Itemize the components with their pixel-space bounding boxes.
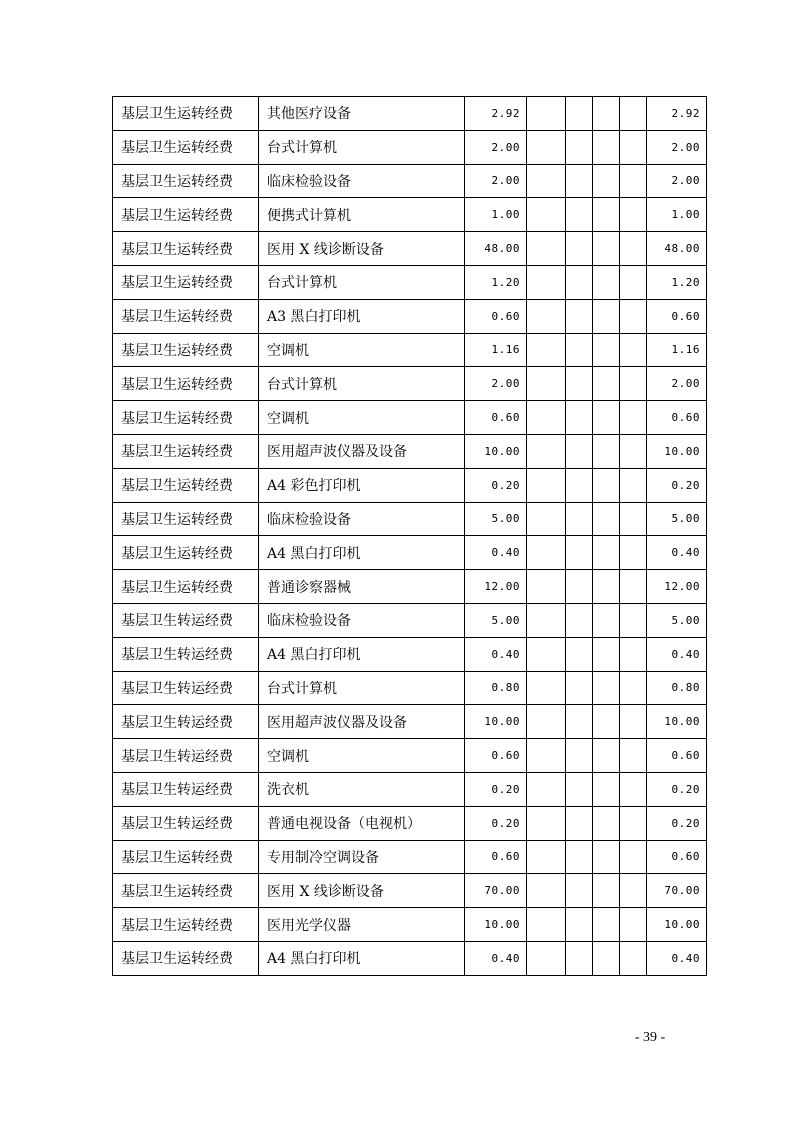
item-cell: 便携式计算机 [259, 198, 465, 232]
empty-cell [527, 502, 566, 536]
empty-cell [566, 130, 593, 164]
total-cell: 0.20 [647, 468, 707, 502]
item-cell: A4 黑白打印机 [259, 536, 465, 570]
fund-cell: 基层卫生运转经费 [113, 164, 259, 198]
fund-cell: 基层卫生运转经费 [113, 941, 259, 975]
empty-cell [527, 130, 566, 164]
empty-cell [593, 97, 620, 131]
empty-cell [620, 772, 647, 806]
empty-cell [620, 198, 647, 232]
empty-cell [566, 671, 593, 705]
empty-cell [593, 941, 620, 975]
amount-cell: 2.00 [465, 130, 527, 164]
empty-cell [566, 265, 593, 299]
amount-cell: 2.00 [465, 367, 527, 401]
total-cell: 0.60 [647, 840, 707, 874]
empty-cell [620, 908, 647, 942]
amount-cell: 0.40 [465, 637, 527, 671]
empty-cell [566, 739, 593, 773]
table-row [113, 367, 707, 401]
empty-cell [566, 536, 593, 570]
empty-cell [620, 671, 647, 705]
empty-cell [527, 401, 566, 435]
empty-cell [593, 198, 620, 232]
empty-cell [620, 570, 647, 604]
fund-cell: 基层卫生转运经费 [113, 772, 259, 806]
item-cell: 专用制冷空调设备 [259, 840, 465, 874]
empty-cell [620, 603, 647, 637]
fund-cell: 基层卫生运转经费 [113, 908, 259, 942]
item-cell: 临床检验设备 [259, 603, 465, 637]
empty-cell [593, 772, 620, 806]
table-row [113, 806, 707, 840]
item-cell: 台式计算机 [259, 265, 465, 299]
table-row [113, 739, 707, 773]
empty-cell [566, 806, 593, 840]
empty-cell [527, 333, 566, 367]
amount-cell: 0.20 [465, 772, 527, 806]
table-row [113, 941, 707, 975]
empty-cell [620, 739, 647, 773]
empty-cell [593, 502, 620, 536]
empty-cell [593, 367, 620, 401]
empty-cell [527, 772, 566, 806]
empty-cell [566, 333, 593, 367]
table-row [113, 97, 707, 131]
item-cell: 其他医疗设备 [259, 97, 465, 131]
empty-cell [527, 908, 566, 942]
fund-cell: 基层卫生运转经费 [113, 401, 259, 435]
empty-cell [527, 434, 566, 468]
item-cell: 台式计算机 [259, 671, 465, 705]
empty-cell [527, 570, 566, 604]
empty-cell [620, 130, 647, 164]
fund-cell: 基层卫生运转经费 [113, 198, 259, 232]
total-cell: 5.00 [647, 502, 707, 536]
amount-cell: 0.40 [465, 941, 527, 975]
table-row [113, 908, 707, 942]
empty-cell [620, 468, 647, 502]
amount-cell: 0.60 [465, 401, 527, 435]
empty-cell [566, 941, 593, 975]
table-row [113, 198, 707, 232]
total-cell: 0.20 [647, 772, 707, 806]
amount-cell: 0.20 [465, 806, 527, 840]
fund-cell: 基层卫生转运经费 [113, 671, 259, 705]
total-cell: 2.00 [647, 130, 707, 164]
amount-cell: 2.92 [465, 97, 527, 131]
amount-cell: 10.00 [465, 908, 527, 942]
table-row [113, 401, 707, 435]
empty-cell [527, 671, 566, 705]
fund-cell: 基层卫生转运经费 [113, 705, 259, 739]
amount-cell: 0.60 [465, 299, 527, 333]
empty-cell [593, 164, 620, 198]
total-cell: 10.00 [647, 908, 707, 942]
empty-cell [620, 637, 647, 671]
item-cell: 普通电视设备（电视机） [259, 806, 465, 840]
empty-cell [620, 164, 647, 198]
table-row [113, 434, 707, 468]
empty-cell [593, 401, 620, 435]
empty-cell [527, 874, 566, 908]
fund-cell: 基层卫生运转经费 [113, 840, 259, 874]
fund-cell: 基层卫生转运经费 [113, 637, 259, 671]
empty-cell [566, 502, 593, 536]
table-row [113, 232, 707, 266]
page-number: - 39 - [634, 1030, 666, 1045]
item-cell: 台式计算机 [259, 130, 465, 164]
empty-cell [620, 434, 647, 468]
total-cell: 48.00 [647, 232, 707, 266]
amount-cell: 1.00 [465, 198, 527, 232]
amount-cell: 70.00 [465, 874, 527, 908]
empty-cell [566, 367, 593, 401]
empty-cell [566, 198, 593, 232]
item-cell: A3 黑白打印机 [259, 299, 465, 333]
empty-cell [527, 840, 566, 874]
item-cell: 普通诊察器械 [259, 570, 465, 604]
fund-cell: 基层卫生转运经费 [113, 739, 259, 773]
empty-cell [527, 806, 566, 840]
amount-cell: 10.00 [465, 705, 527, 739]
empty-cell [593, 333, 620, 367]
empty-cell [620, 265, 647, 299]
amount-cell: 0.40 [465, 536, 527, 570]
empty-cell [620, 299, 647, 333]
total-cell: 1.16 [647, 333, 707, 367]
total-cell: 2.00 [647, 164, 707, 198]
table-row [113, 705, 707, 739]
table-row [113, 299, 707, 333]
item-cell: 医用光学仪器 [259, 908, 465, 942]
empty-cell [620, 705, 647, 739]
total-cell: 0.40 [647, 637, 707, 671]
amount-cell: 12.00 [465, 570, 527, 604]
total-cell: 12.00 [647, 570, 707, 604]
fund-cell: 基层卫生运转经费 [113, 130, 259, 164]
amount-cell: 2.00 [465, 164, 527, 198]
table-row [113, 130, 707, 164]
empty-cell [566, 603, 593, 637]
empty-cell [593, 671, 620, 705]
item-cell: 台式计算机 [259, 367, 465, 401]
empty-cell [620, 333, 647, 367]
empty-cell [593, 265, 620, 299]
item-cell: 空调机 [259, 739, 465, 773]
empty-cell [566, 840, 593, 874]
equipment-budget-table [112, 96, 707, 976]
empty-cell [593, 299, 620, 333]
amount-cell: 0.60 [465, 840, 527, 874]
table-row [113, 536, 707, 570]
fund-cell: 基层卫生运转经费 [113, 232, 259, 266]
empty-cell [566, 637, 593, 671]
fund-cell: 基层卫生运转经费 [113, 367, 259, 401]
empty-cell [620, 502, 647, 536]
total-cell: 10.00 [647, 705, 707, 739]
empty-cell [527, 97, 566, 131]
empty-cell [593, 739, 620, 773]
table-body [113, 97, 707, 976]
empty-cell [620, 806, 647, 840]
empty-cell [527, 367, 566, 401]
empty-cell [620, 840, 647, 874]
empty-cell [527, 164, 566, 198]
item-cell: 医用 X 线诊断设备 [259, 232, 465, 266]
total-cell: 2.92 [647, 97, 707, 131]
amount-cell: 10.00 [465, 434, 527, 468]
empty-cell [527, 468, 566, 502]
total-cell: 0.60 [647, 401, 707, 435]
empty-cell [566, 468, 593, 502]
table-row [113, 637, 707, 671]
empty-cell [620, 941, 647, 975]
table-row [113, 671, 707, 705]
table-row [113, 603, 707, 637]
empty-cell [593, 840, 620, 874]
empty-cell [593, 908, 620, 942]
empty-cell [527, 232, 566, 266]
empty-cell [593, 468, 620, 502]
fund-cell: 基层卫生运转经费 [113, 468, 259, 502]
amount-cell: 1.16 [465, 333, 527, 367]
fund-cell: 基层卫生运转经费 [113, 299, 259, 333]
empty-cell [527, 739, 566, 773]
item-cell: 洗衣机 [259, 772, 465, 806]
total-cell: 0.80 [647, 671, 707, 705]
table-row [113, 164, 707, 198]
table-row [113, 468, 707, 502]
empty-cell [593, 806, 620, 840]
total-cell: 0.40 [647, 536, 707, 570]
empty-cell [620, 367, 647, 401]
empty-cell [527, 536, 566, 570]
empty-cell [620, 536, 647, 570]
empty-cell [593, 434, 620, 468]
item-cell: A4 黑白打印机 [259, 637, 465, 671]
total-cell: 0.40 [647, 941, 707, 975]
total-cell: 5.00 [647, 603, 707, 637]
empty-cell [566, 570, 593, 604]
empty-cell [620, 874, 647, 908]
amount-cell: 0.20 [465, 468, 527, 502]
table-row [113, 772, 707, 806]
empty-cell [593, 130, 620, 164]
fund-cell: 基层卫生转运经费 [113, 603, 259, 637]
empty-cell [620, 232, 647, 266]
total-cell: 70.00 [647, 874, 707, 908]
item-cell: 临床检验设备 [259, 502, 465, 536]
empty-cell [593, 536, 620, 570]
item-cell: 医用超声波仪器及设备 [259, 705, 465, 739]
fund-cell: 基层卫生运转经费 [113, 434, 259, 468]
total-cell: 0.60 [647, 299, 707, 333]
empty-cell [593, 570, 620, 604]
fund-cell: 基层卫生运转经费 [113, 333, 259, 367]
empty-cell [527, 603, 566, 637]
total-cell: 10.00 [647, 434, 707, 468]
empty-cell [566, 401, 593, 435]
total-cell: 0.20 [647, 806, 707, 840]
empty-cell [566, 97, 593, 131]
item-cell: 医用超声波仪器及设备 [259, 434, 465, 468]
amount-cell: 0.80 [465, 671, 527, 705]
fund-cell: 基层卫生运转经费 [113, 570, 259, 604]
fund-cell: 基层卫生转运经费 [113, 806, 259, 840]
amount-cell: 1.20 [465, 265, 527, 299]
empty-cell [527, 299, 566, 333]
item-cell: 空调机 [259, 333, 465, 367]
empty-cell [620, 401, 647, 435]
table-row [113, 840, 707, 874]
fund-cell: 基层卫生运转经费 [113, 97, 259, 131]
table-row [113, 874, 707, 908]
item-cell: 空调机 [259, 401, 465, 435]
item-cell: A4 彩色打印机 [259, 468, 465, 502]
table-row [113, 265, 707, 299]
empty-cell [566, 299, 593, 333]
amount-cell: 5.00 [465, 502, 527, 536]
fund-cell: 基层卫生运转经费 [113, 536, 259, 570]
empty-cell [566, 908, 593, 942]
amount-cell: 5.00 [465, 603, 527, 637]
fund-cell: 基层卫生运转经费 [113, 874, 259, 908]
empty-cell [527, 637, 566, 671]
empty-cell [566, 772, 593, 806]
fund-cell: 基层卫生运转经费 [113, 502, 259, 536]
empty-cell [566, 232, 593, 266]
empty-cell [593, 874, 620, 908]
total-cell: 0.60 [647, 739, 707, 773]
fund-cell: 基层卫生运转经费 [113, 265, 259, 299]
empty-cell [593, 637, 620, 671]
table-row [113, 333, 707, 367]
total-cell: 1.20 [647, 265, 707, 299]
item-cell: 临床检验设备 [259, 164, 465, 198]
empty-cell [593, 232, 620, 266]
total-cell: 1.00 [647, 198, 707, 232]
empty-cell [527, 198, 566, 232]
empty-cell [566, 874, 593, 908]
empty-cell [527, 941, 566, 975]
empty-cell [593, 705, 620, 739]
table-row [113, 570, 707, 604]
item-cell: 医用 X 线诊断设备 [259, 874, 465, 908]
empty-cell [566, 164, 593, 198]
amount-cell: 48.00 [465, 232, 527, 266]
empty-cell [566, 705, 593, 739]
empty-cell [593, 603, 620, 637]
amount-cell: 0.60 [465, 739, 527, 773]
total-cell: 2.00 [647, 367, 707, 401]
empty-cell [620, 97, 647, 131]
empty-cell [527, 705, 566, 739]
table-row [113, 502, 707, 536]
item-cell: A4 黑白打印机 [259, 941, 465, 975]
empty-cell [527, 265, 566, 299]
empty-cell [566, 434, 593, 468]
